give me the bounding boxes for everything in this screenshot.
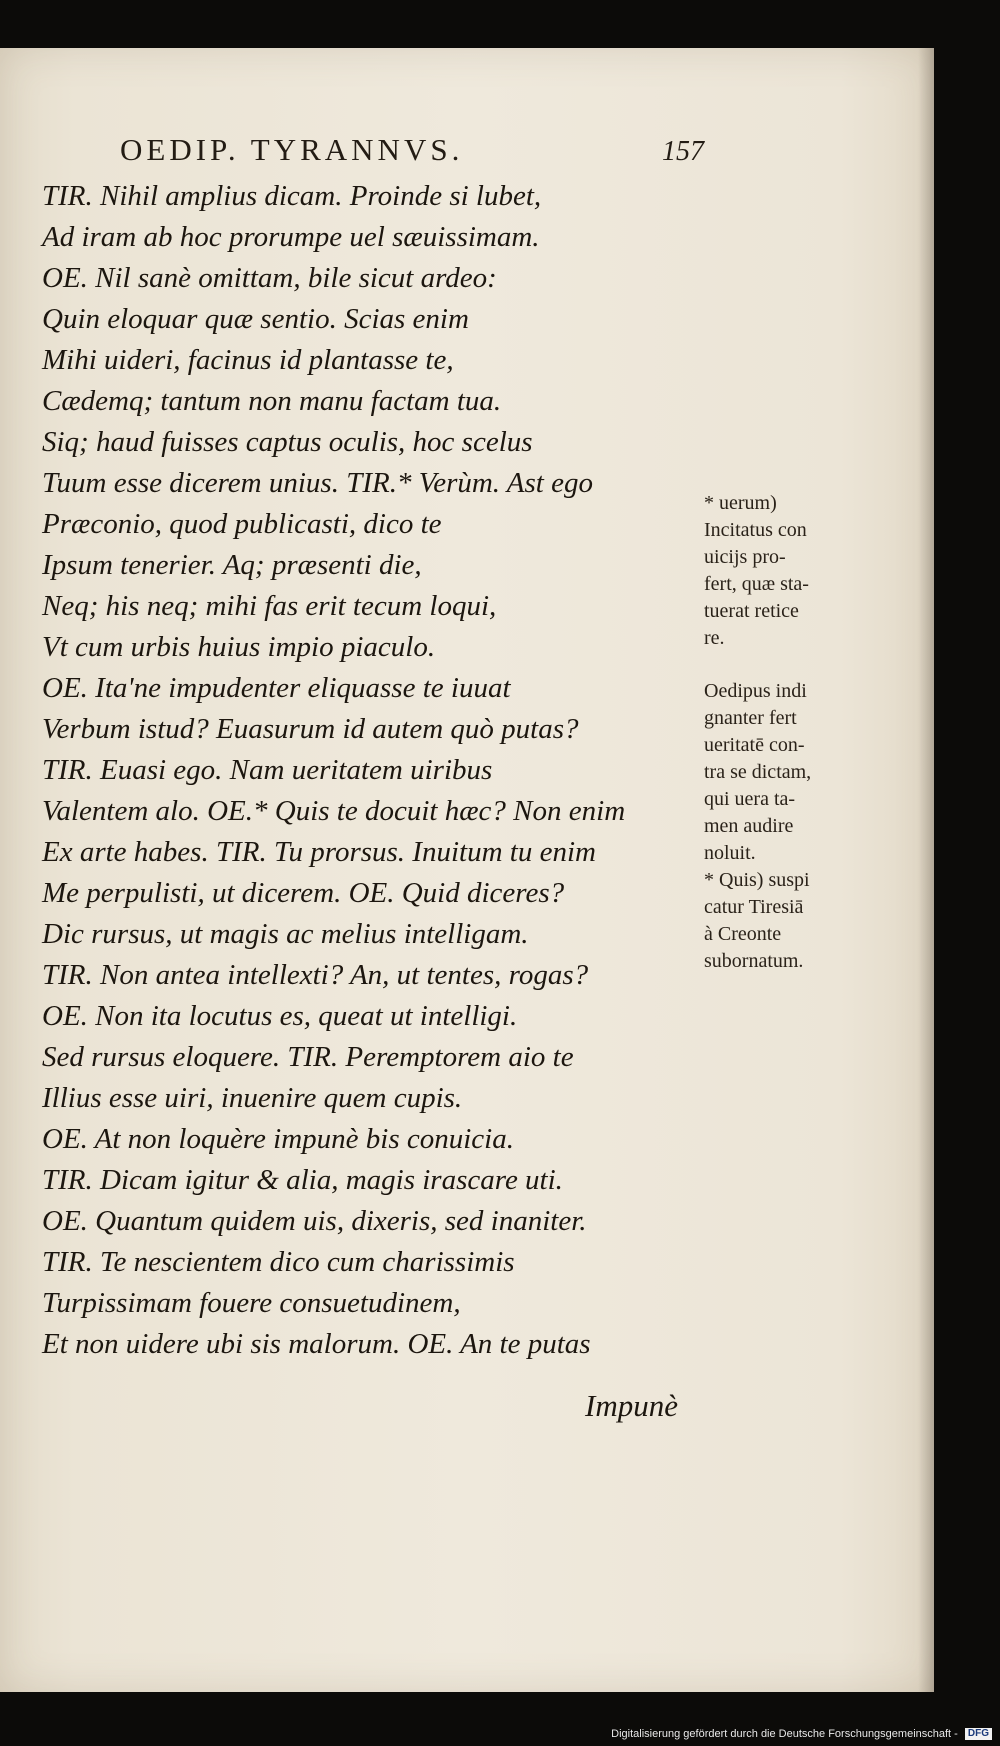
page-edge-shadow xyxy=(918,48,934,1692)
footer-text: Digitalisierung gefördert durch die Deutsche Forschungsgemeinschaft - xyxy=(611,1727,958,1740)
verse-line: TIR. Te nescientem dico cum charissimis xyxy=(42,1246,515,1278)
verse-line: Præconio, quod publicasti, dico te xyxy=(42,508,442,540)
verse-line: TIR. Non antea intellexti? An, ut tentes, rogas? xyxy=(42,959,589,991)
margin-notes xyxy=(704,490,884,975)
verse-line: Tuum esse dicerem unius. TIR.* Verùm. Ast ego xyxy=(42,467,593,499)
catchword: Impunè xyxy=(585,1388,678,1423)
verse-line: Valentem alo. OE.* Quis te docuit hæc? Non enim xyxy=(42,795,626,827)
verse-line: TIR. Euasi ego. Nam ueritatem uiribus xyxy=(42,754,493,786)
verse-line: Verbum istud? Euasurum id autem quò putas? xyxy=(42,713,579,745)
verse-line: TIR. Dicam igitur & alia, magis irascare uti. xyxy=(42,1164,563,1196)
verse-line: OE. Quantum quidem uis, dixeris, sed inaniter. xyxy=(42,1205,587,1237)
margin-note-verum: * uerum) Incitatus con uicijs pro- fert, quæ sta- tuerat retice re. xyxy=(704,492,809,649)
verse-line: TIR. Nihil amplius dicam. Proinde si lubet, xyxy=(42,180,542,212)
verse-line: OE. Ita'ne impudenter eliquasse te iuuat xyxy=(42,672,511,704)
verse-line: Turpissimam fouere consuetudinem, xyxy=(42,1287,461,1319)
verse-line: Sed rursus eloquere. TIR. Peremptorem aio te xyxy=(42,1041,574,1073)
verse-line: OE. At non loquère impunè bis conuicia. xyxy=(42,1123,514,1155)
verse-line: Vt cum urbis huius impio piaculo. xyxy=(42,631,436,663)
dfg-logo: DFG xyxy=(965,1728,992,1740)
verse-line: Siq; haud fuisses captus oculis, hoc scelus xyxy=(42,426,533,458)
verse-line: Me perpulisti, ut dicerem. OE. Quid diceres? xyxy=(42,877,565,909)
verse-line: OE. Non ita locutus es, queat ut intelligi. xyxy=(42,1000,518,1032)
verse-line: Ex arte habes. TIR. Tu prorsus. Inuitum tu enim xyxy=(42,836,596,868)
digitization-footer xyxy=(611,1728,992,1740)
verse-line: Et non uidere ubi sis malorum. OE. An te putas xyxy=(42,1328,591,1360)
margin-note-quis: * Quis) suspi catur Tiresiā à Creonte subornatum. xyxy=(704,869,810,972)
verse-line: Mihi uideri, facinus id plantasse te, xyxy=(42,344,454,376)
verse-line: Quin eloquar quæ sentio. Scias enim xyxy=(42,303,469,335)
verse-line: Ad iram ab hoc prorumpe uel sæuissimam. xyxy=(42,221,540,253)
verse-line: Ipsum tenerier. Aq; præsenti die, xyxy=(42,549,422,581)
verse-line: Neq; his neq; mihi fas erit tecum loqui, xyxy=(42,590,497,622)
page-number: 157 xyxy=(662,136,704,167)
verse-line: OE. Nil sanè omittam, bile sicut ardeo: xyxy=(42,262,497,294)
running-title: OEDIP. TYRANNVS. xyxy=(120,132,464,167)
verse-line: Illius esse uiri, inuenire quem cupis. xyxy=(42,1082,463,1114)
page-header xyxy=(120,132,720,172)
verse-line: Cædemq; tantum non manu factam tua. xyxy=(42,385,502,417)
verse-text xyxy=(42,176,692,1365)
margin-note-oedipus: Oedipus indi gnanter fert ueritatē con- tra se dictam, qui uera ta- men audire noluit. xyxy=(704,680,812,864)
verse-line: Dic rursus, ut magis ac melius intelligam. xyxy=(42,918,529,950)
